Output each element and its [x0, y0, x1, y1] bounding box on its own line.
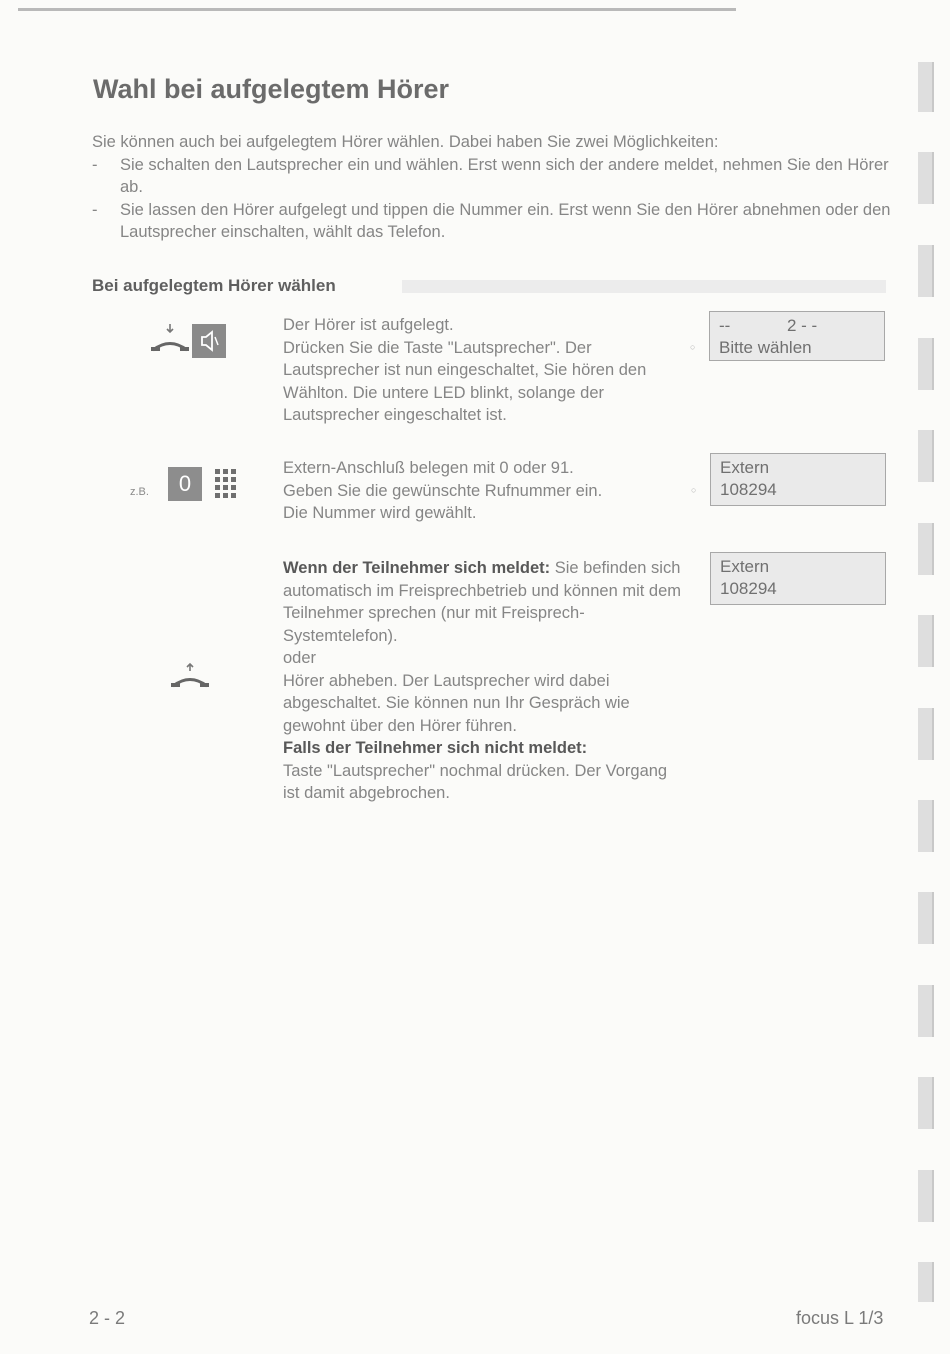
step-2-line: Extern-Anschluß belegen mit 0 oder 91. [283, 459, 574, 477]
emphasis-heading [283, 737, 687, 760]
display-line: 108294 [720, 480, 777, 499]
register-tab [918, 338, 934, 390]
example-label: z.B. [130, 486, 149, 498]
display-line: 108294 [720, 579, 777, 598]
keypad-icon [215, 469, 237, 501]
manual-name: focus L 1/3 [796, 1308, 884, 1328]
step-3-line: Hörer abheben. Der Lautsprecher wird dabei abgeschaltet. Sie können nun Ihr Gespräch wie gewohnt über den Hörer führen. [283, 671, 630, 735]
register-tab [918, 245, 934, 297]
option-item: - Sie schalten den Lautsprecher ein und wählen. Erst wenn sich der andere meldet, nehmen Sie den Hörer ab. [92, 154, 902, 199]
zero-key-icon: 0 [168, 467, 202, 501]
options-list [92, 154, 902, 244]
step-3-line: Taste "Lautsprecher" nochmal drücken. Der Vorgang ist damit abgebrochen. [283, 761, 668, 802]
phone-display [710, 552, 886, 605]
speaker-key-icon [192, 324, 226, 358]
register-tab [918, 62, 934, 112]
intro-text: Sie können auch bei aufgelegtem Hörer wählen. Dabei haben Sie zwei Möglichkeiten: [92, 133, 719, 151]
step-2-line: Die Nummer wird gewählt. [283, 504, 477, 522]
phone-display [709, 311, 885, 361]
intro-block [92, 131, 902, 244]
display-line: Extern [720, 458, 770, 477]
register-tab [918, 1262, 934, 1302]
step-1-line: Der Hörer ist aufgelegt. [283, 316, 454, 334]
section-bar [402, 280, 886, 293]
led-indicator-icon: ○ [691, 485, 697, 495]
display-line: -- 2 - - [719, 316, 818, 335]
register-tab [918, 152, 934, 204]
step-3-text [283, 557, 687, 805]
register-tab [918, 1170, 934, 1222]
step-2-text [283, 457, 683, 525]
page-number: 2 - 2 [89, 1308, 126, 1328]
register-tab [918, 892, 934, 944]
led-indicator-icon: ○ [690, 342, 696, 352]
phone-display [710, 453, 886, 506]
register-tab [918, 615, 934, 667]
handset-up-icon [170, 662, 210, 690]
step-3-line: Sie befinden sich automatisch im Freisprechbetrieb und können mit dem Teilnehmer sprechen (nur mit Freisprech-Systemtelefon). [283, 559, 682, 645]
emphasis-heading: Wenn der Teilnehmer sich meldet: [283, 559, 551, 577]
option-item: - Sie lassen den Hörer aufgelegt und tippen die Nummer ein. Erst wenn Sie den Hörer abnehmen oder den Lautsprecher einschalten, wählt das Telefon. [92, 199, 902, 244]
emphasis-heading-text: Falls der Teilnehmer sich nicht meldet: [283, 739, 588, 757]
step-1-line: Drücken Sie die Taste "Lautsprecher". Der Lautsprecher ist nun eingeschaltet, Sie hören den Wählton. Die untere LED blinkt, solange der Lautsprecher eingeschaltet ist. [283, 338, 647, 424]
display-line: Extern [720, 557, 770, 576]
step-3-paragraph [283, 557, 687, 647]
register-tab [918, 430, 934, 482]
register-tab [918, 800, 934, 852]
page-title: Wahl bei aufgelegtem Hörer [93, 74, 450, 104]
top-rule [18, 8, 736, 11]
register-tab [918, 708, 934, 760]
step-2-line: Geben Sie die gewünschte Rufnummer ein. [283, 481, 603, 500]
step-3-line: oder [283, 649, 317, 667]
section-title: Bei aufgelegtem Hörer wählen [92, 276, 336, 295]
register-tab [918, 1077, 934, 1129]
handset-down-icon [150, 323, 190, 355]
register-tab [918, 985, 934, 1037]
display-line: Bitte wählen [719, 338, 812, 357]
register-tab [918, 523, 934, 575]
step-1-text [283, 314, 683, 427]
